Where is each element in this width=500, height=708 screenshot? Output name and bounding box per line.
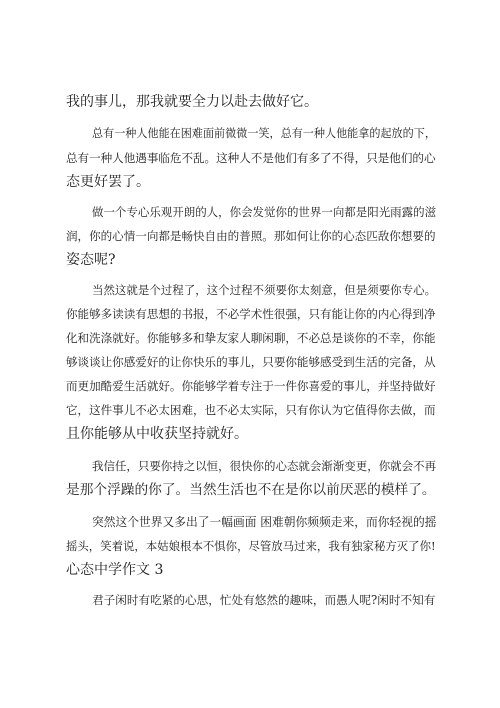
text-line: 摇头，笑着说，本姑娘根本不惧你，尽管放马过来，我有独家秘方灭了你! — [66, 539, 436, 553]
text-line: 做一个专心乐观开朗的人，你会发觉你的世界一向都是阳光雨露的滋 — [92, 205, 437, 219]
text-line: 态更好罢了。 — [66, 174, 150, 190]
text-line: 润，你的心情一向都是畅快自由的普照。那如何让你的心态匹敌你想要的 — [66, 229, 436, 243]
text-line: 我信任，只要你持之以恒，很快你的心态就会渐渐变更，你就会不再 — [92, 459, 437, 473]
text-line: 突然这个世界又多出了一幅画面 困难朝你频频走来，而你轻视的摇 — [92, 515, 437, 529]
text-line: 当然这就是个过程了，这个过程不须要你太刻意，但是须要你专心。 — [92, 283, 437, 297]
text-line: 够谈谈让你感爱好的让你快乐的事儿，只要你能够感受到生活的完备，从 — [66, 355, 436, 369]
text-line: 我的事儿，那我就要全力以赴去做好它。 — [66, 94, 318, 110]
text-line: 是那个浮躁的你了。当然生活也不在是你以前厌恶的模样了。 — [66, 482, 436, 498]
text-line: 姿态呢? — [66, 252, 116, 268]
text-line: 总有一种人他能在困难面前微微一笑，总有一种人他能拿的起放的下， — [92, 127, 436, 140]
text-line: 君子闲时有吃紧的心思，忙处有悠然的趣味，而愚人呢?闲时不知有 — [92, 593, 436, 607]
text-line: 且你能够从中收获坚持就好。 — [66, 426, 248, 442]
text-line: 化和洗涤就好。你能够多和挚友家人聊闲聊，不必总是谈你的不幸，你能 — [66, 331, 436, 345]
section-heading: 心态中学作文 3 — [66, 562, 164, 578]
text-line: 它，这件事儿不必太困难，也不必太实际，只有你认为它值得你去做，而 — [66, 403, 436, 417]
text-line: 而更加酷爱生活就好。你能够学着专注于一件你喜爱的事儿，并坚持做好 — [66, 379, 436, 393]
text-line: 总有一种人他遇事临危不乱。这种人不是他们有多了不得，只是他们的心 — [66, 151, 436, 165]
text-line: 你能够多读读有思想的书报，不必学术性很强，只有能让你的内心得到净 — [66, 307, 436, 321]
